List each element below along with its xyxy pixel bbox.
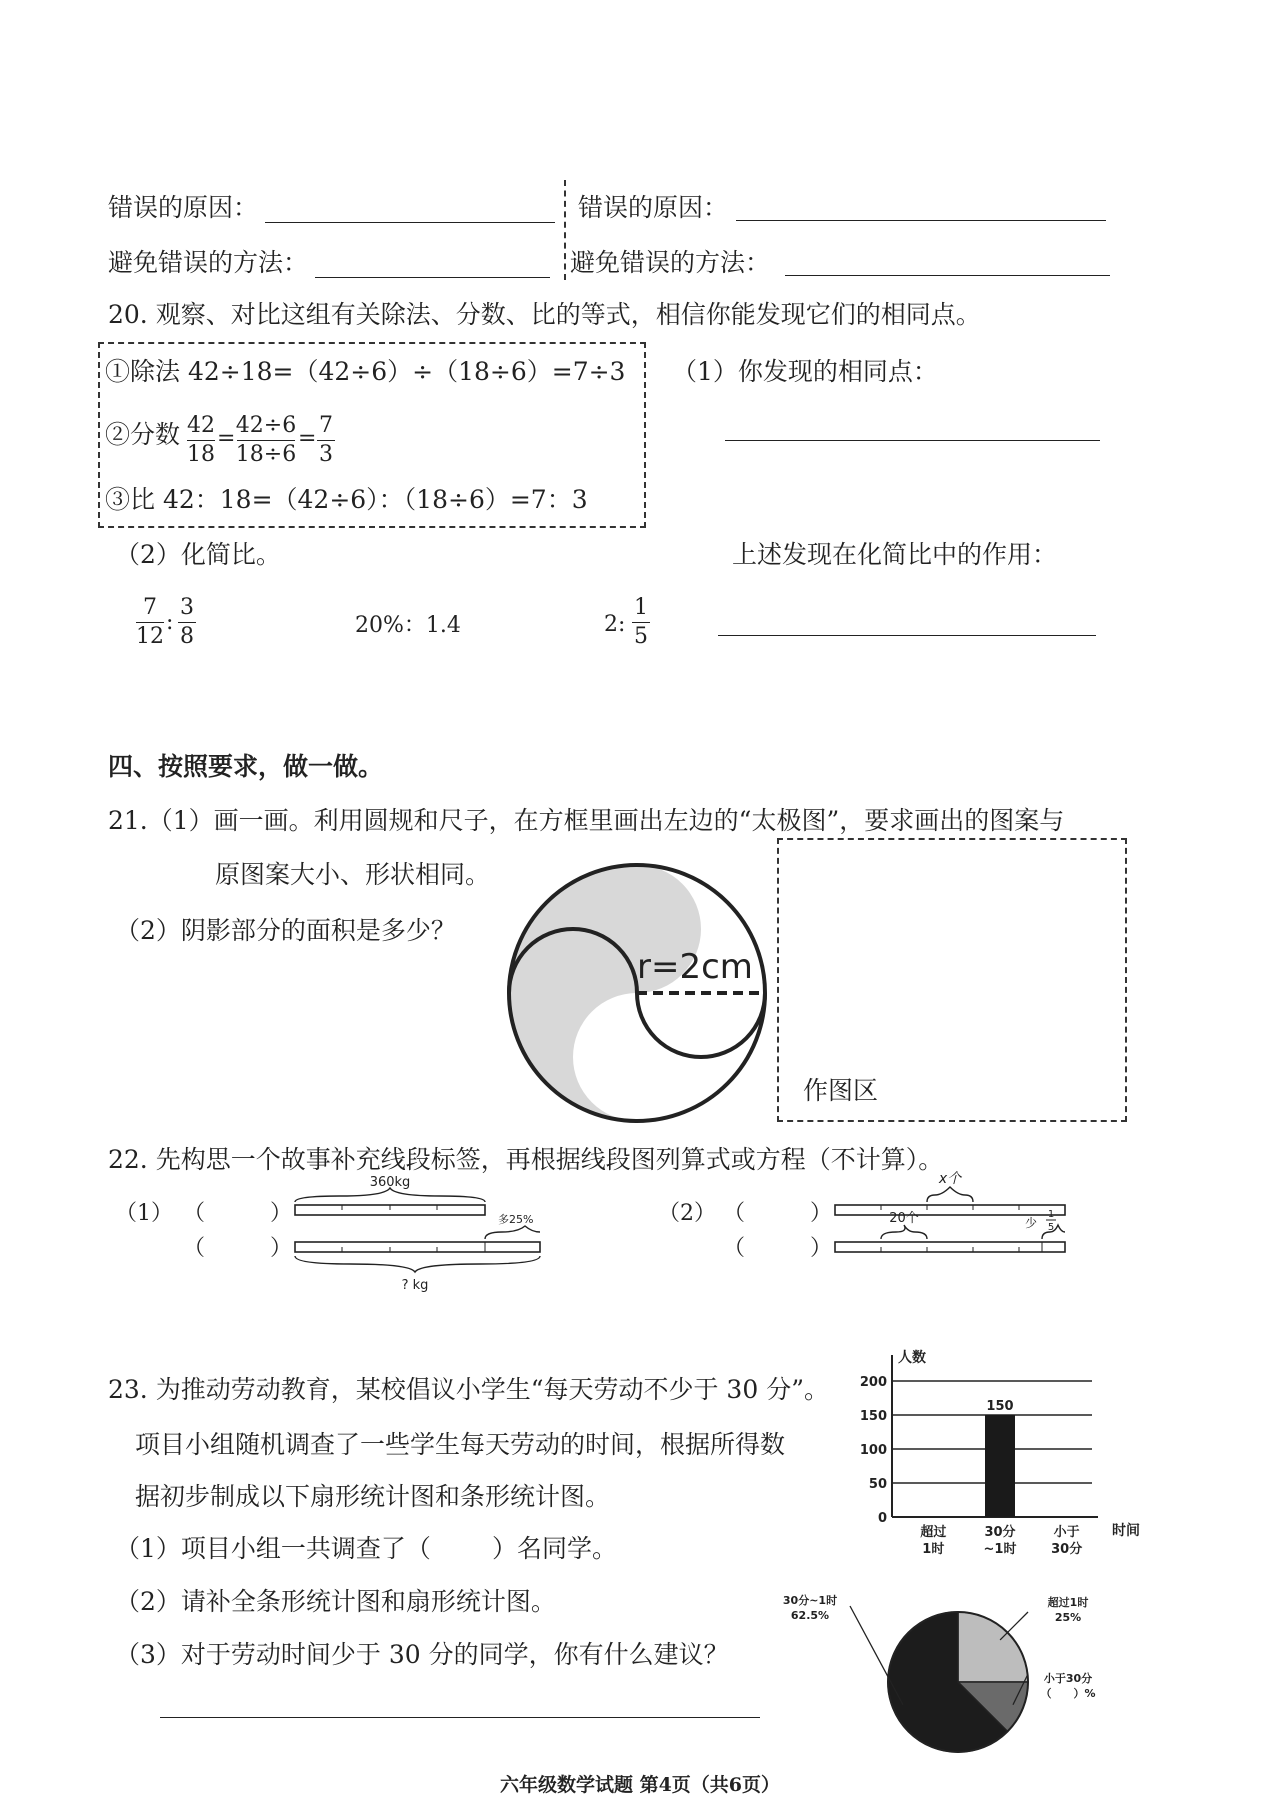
paren-close: ） [270,1236,293,1261]
pie-slice-label: 25% [1054,1611,1082,1624]
segment-bar-top [835,1205,1065,1215]
equals-sign: = [298,426,317,451]
segment-bar-bottom [295,1242,540,1252]
column-divider [564,180,566,280]
bar-chart [850,1345,1150,1575]
pie-leader-line [1000,1612,1028,1640]
q21-line1: 21.（1）画一画。利用圆规和尺子，在方框里画出左边的“太极图”，要求画出的图案与 [108,806,1065,835]
segment-diagram-2 [830,1165,1075,1275]
right-method-blank[interactable] [785,275,1110,276]
paren-close: ） [270,1201,293,1226]
brace-x [927,1187,973,1202]
equation-division: ①除法 42÷18=（42÷6）÷（18÷6）=7÷3 [105,357,626,386]
right-reason-blank[interactable] [736,220,1106,221]
effect-blank[interactable] [718,635,1096,636]
paren-open: （ [723,1201,746,1226]
equation-fraction-prefix: ②分数 [105,420,181,449]
bottom-value-label: ? kg [401,1278,429,1293]
q21-line2: 原图案大小、形状相同。 [215,860,491,889]
bar [985,1415,1015,1517]
x-axis-label: 时间 [1112,1523,1140,1539]
x-tick-label: ~1时 [983,1542,1017,1557]
x-value-label: x个 [938,1171,962,1187]
paren-open: （ [183,1236,206,1261]
q23-line3: 据初步制成以下扇形统计图和条形统计图。 [135,1482,611,1511]
left-reason-blank[interactable] [265,222,555,223]
paren-close: ） [810,1236,833,1261]
x-tick-label: 30分 [984,1525,1016,1540]
y-tick-label: 200 [859,1375,887,1390]
x-tick-label: 1时 [922,1542,945,1557]
y-tick-label: 0 [877,1511,887,1526]
q22-title: 22. 先构思一个故事补充线段标签，再根据线段图列算式或方程（不计算）。 [108,1145,944,1174]
equation-ratio: ③比 42：18=（42÷6）：（18÷6）=7：3 [105,485,588,514]
more-label: 多25% [498,1213,534,1226]
q23-part1-prefix: （1）项目小组一共调查了（ [115,1534,431,1563]
brace-more [485,1226,540,1239]
pie-slice-label: 30分~1时 [782,1594,838,1607]
fraction-7-3: 7 3 [319,413,333,467]
right-method-label: 避免错误的方法： [570,248,771,277]
q23-line2: 项目小组随机调查了一些学生每天劳动的时间，根据所得数 [135,1430,786,1459]
section-heading: 四、按照要求，做一做。 [108,752,384,781]
less-frac-num: 1 [1047,1209,1055,1220]
q23-part3: （3）对于劳动时间少于 30 分的同学，你有什么建议？ [115,1640,729,1669]
pie-slice-label: 小于30分 [1043,1672,1093,1685]
equals-sign: = [217,426,236,451]
pie-chart [780,1590,1140,1765]
bar-data-label: 150 [986,1399,1014,1414]
q23-part1-suffix: ）名同学。 [492,1534,618,1563]
part1-label: （1）你发现的相同点： [672,357,938,386]
brace-20 [881,1225,927,1239]
less-label: 少 [1025,1216,1038,1230]
left-reason-label: 错误的原因： [108,193,259,222]
pie-slice-label: 62.5% [790,1609,830,1622]
ratio1-frac-a: 7 12 [136,595,164,649]
pie-slice-label: 超过1时 [1047,1596,1089,1609]
brace-top [295,1188,485,1202]
left-method-label: 避免错误的方法： [108,248,309,277]
pie-slice-label: （ ）% [1040,1687,1096,1700]
ratio1-frac-b: 3 8 [180,595,194,649]
y-tick-label: 100 [859,1443,887,1458]
q21-part2: （2）阴影部分的面积是多少？ [115,916,456,945]
q23-line1: 23. 为推动劳动教育，某校倡议小学生“每天劳动不少于 30 分”。 [108,1375,829,1404]
paren-open: （ [723,1236,746,1261]
page-footer: 六年级数学试题 第4页（共6页） [499,1774,781,1796]
x-tick-label: 30分 [1051,1542,1083,1557]
x-tick-label: 超过 [920,1525,947,1540]
y-axis-label: 人数 [898,1350,926,1366]
q23-part2: （2）请补全条形统计图和扇形统计图。 [115,1587,556,1616]
paren-close: ） [810,1201,833,1226]
ratio2: 20%：1.4 [355,613,461,638]
twenty-value-label: 20个 [889,1211,919,1226]
y-tick-label: 150 [859,1409,887,1424]
y-tick-label: 50 [868,1477,887,1492]
paren-open: （ [183,1201,206,1226]
ratio-colon: : [166,610,174,635]
segment-diagram-1 [290,1175,550,1295]
ratio3-left: 2: [604,612,626,637]
fraction-42-18: 42 18 [187,413,215,467]
right-reason-label: 错误的原因： [578,193,729,222]
q22-part1-label: （1） [115,1201,173,1226]
drawing-area-label: 作图区 [803,1076,879,1105]
left-method-blank[interactable] [315,277,550,278]
effect-label: 上述发现在化简比中的作用： [732,540,1058,569]
brace-bottom [295,1256,540,1272]
similarity-blank[interactable] [725,440,1100,441]
x-tick-label: 小于 [1053,1525,1080,1540]
suggestion-blank[interactable] [160,1717,760,1718]
radius-label: r=2cm [637,947,753,987]
less-frac-den: 5 [1047,1222,1055,1233]
q22-part2-label: （2） [658,1201,716,1226]
fraction-42div6-18div6: 42÷6 18÷6 [235,413,297,467]
part2-label: （2）化简比。 [115,540,281,569]
q20-title: 20. 观察、对比这组有关除法、分数、比的等式，相信你能发现它们的相同点。 [108,300,981,329]
segment-bar-bottom [835,1242,1065,1252]
top-value-label: 360kg [369,1175,411,1190]
taiji-diagram [505,860,775,1130]
ratio3-frac: 1 5 [634,595,648,649]
